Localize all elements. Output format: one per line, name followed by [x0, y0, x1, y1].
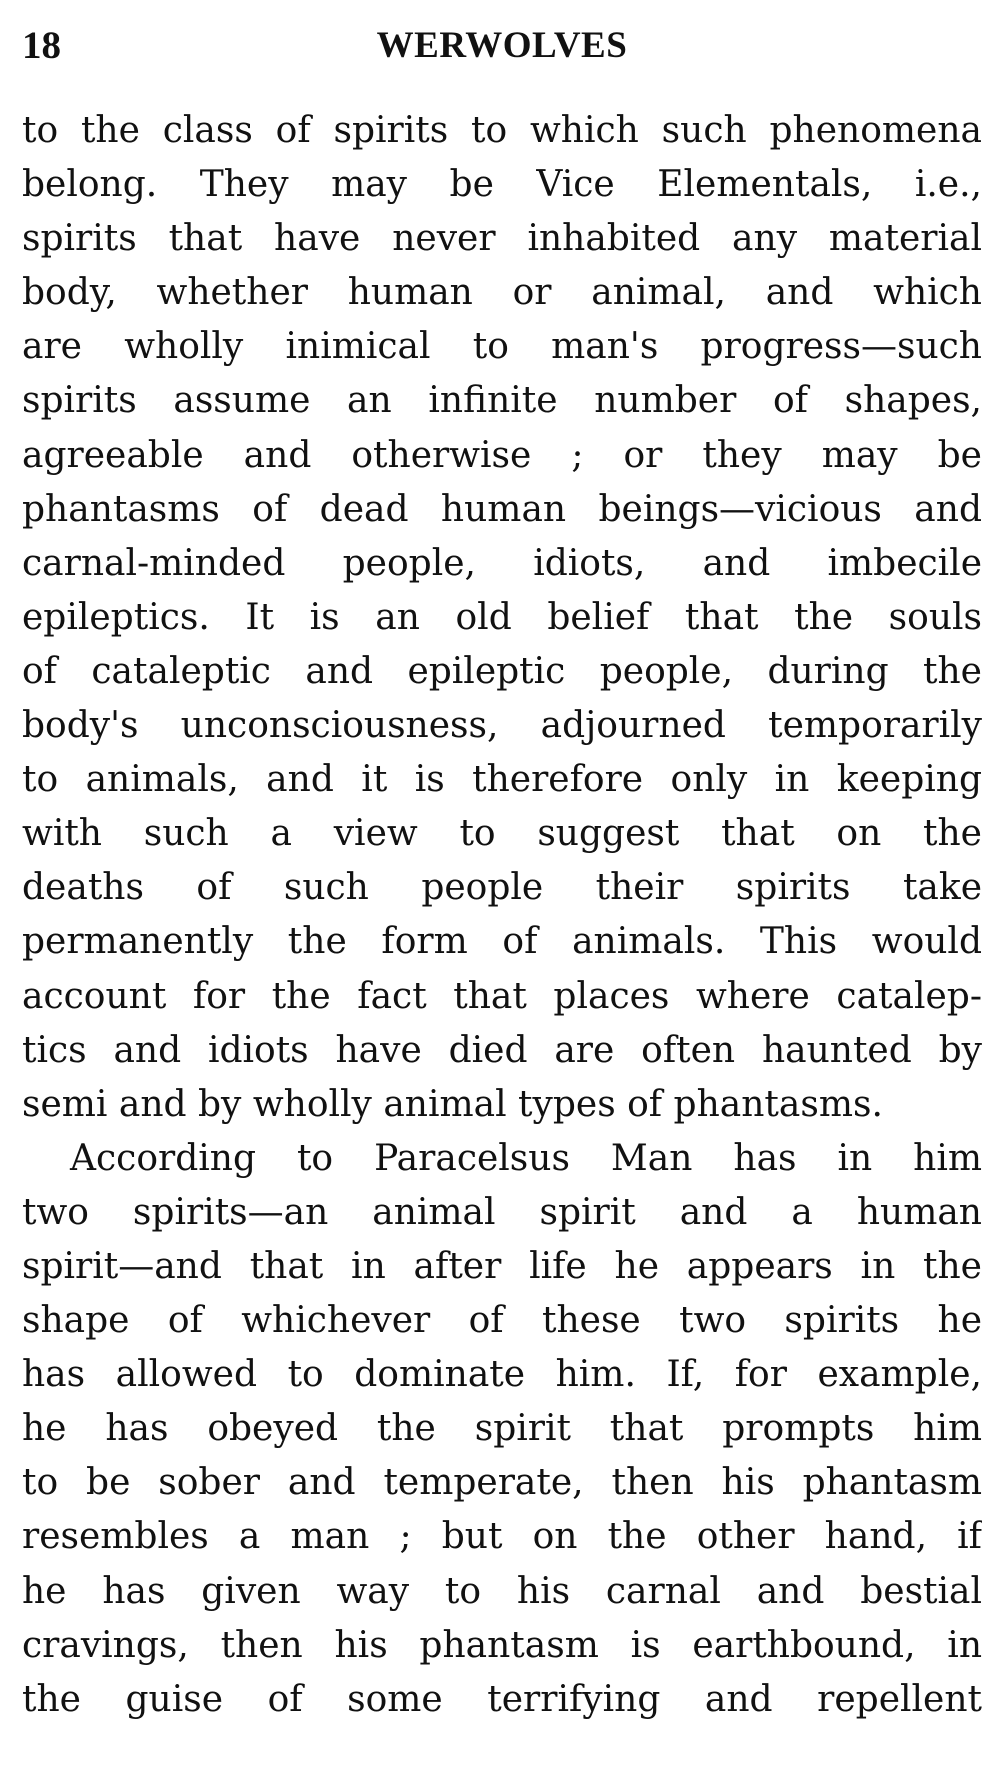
- text-line: to be sober and temperate, then his phantasm: [22, 1462, 982, 1504]
- text-line: semi and by wholly animal types of phantasms.: [22, 1083, 883, 1125]
- body-text: [22, 104, 982, 1727]
- text-line: agreeable and otherwise ; or they may be: [22, 434, 982, 476]
- text-line: phantasms of dead human beings—vicious and: [22, 488, 982, 530]
- text-line: deaths of such people their spirits take: [22, 867, 982, 909]
- text-line: spirits that have never inhabited any material: [22, 218, 982, 260]
- running-head: [22, 18, 982, 74]
- text-line: with such a view to suggest that on the: [22, 813, 982, 855]
- text-line: the guise of some terrifying and repellent: [22, 1678, 982, 1720]
- text-line: has allowed to dominate him. If, for example,: [22, 1354, 982, 1396]
- text-line: spirit—and that in after life he appears in the: [22, 1245, 982, 1287]
- running-title: WERWOLVES: [376, 25, 628, 66]
- page-number: 18: [22, 24, 61, 67]
- text-line: carnal-minded people, idiots, and imbecile: [22, 542, 982, 584]
- text-line: of cataleptic and epileptic people, during the: [22, 650, 982, 692]
- text-line: belong. They may be Vice Elementals, i.e.,: [22, 164, 982, 206]
- text-line: resembles a man ; but on the other hand, if: [22, 1516, 982, 1558]
- text-line: he has obeyed the spirit that prompts him: [22, 1408, 982, 1450]
- text-line: tics and idiots have died are often haunted by: [22, 1029, 982, 1071]
- text-line: permanently the form of animals. This would: [22, 921, 982, 963]
- text-line: According to Paracelsus Man has in him: [70, 1137, 982, 1179]
- text-line: epileptics. It is an old belief that the souls: [22, 596, 982, 638]
- text-line: are wholly inimical to man's progress—such: [22, 326, 982, 368]
- text-line: he has given way to his carnal and bestial: [22, 1570, 982, 1612]
- text-line: to animals, and it is therefore only in keeping: [22, 759, 982, 801]
- text-line: account for the fact that places where catalep-: [22, 975, 982, 1017]
- text-line: shape of whichever of these two spirits he: [22, 1300, 982, 1342]
- text-line: to the class of spirits to which such phenomena: [22, 110, 982, 151]
- text-line: spirits assume an infinite number of shapes,: [22, 380, 982, 422]
- text-line: cravings, then his phantasm is earthbound, in: [22, 1624, 982, 1666]
- text-line: two spirits—an animal spirit and a human: [22, 1191, 982, 1233]
- text-line: body, whether human or animal, and which: [22, 272, 982, 314]
- text-line: body's unconsciousness, adjourned temporarily: [22, 705, 982, 747]
